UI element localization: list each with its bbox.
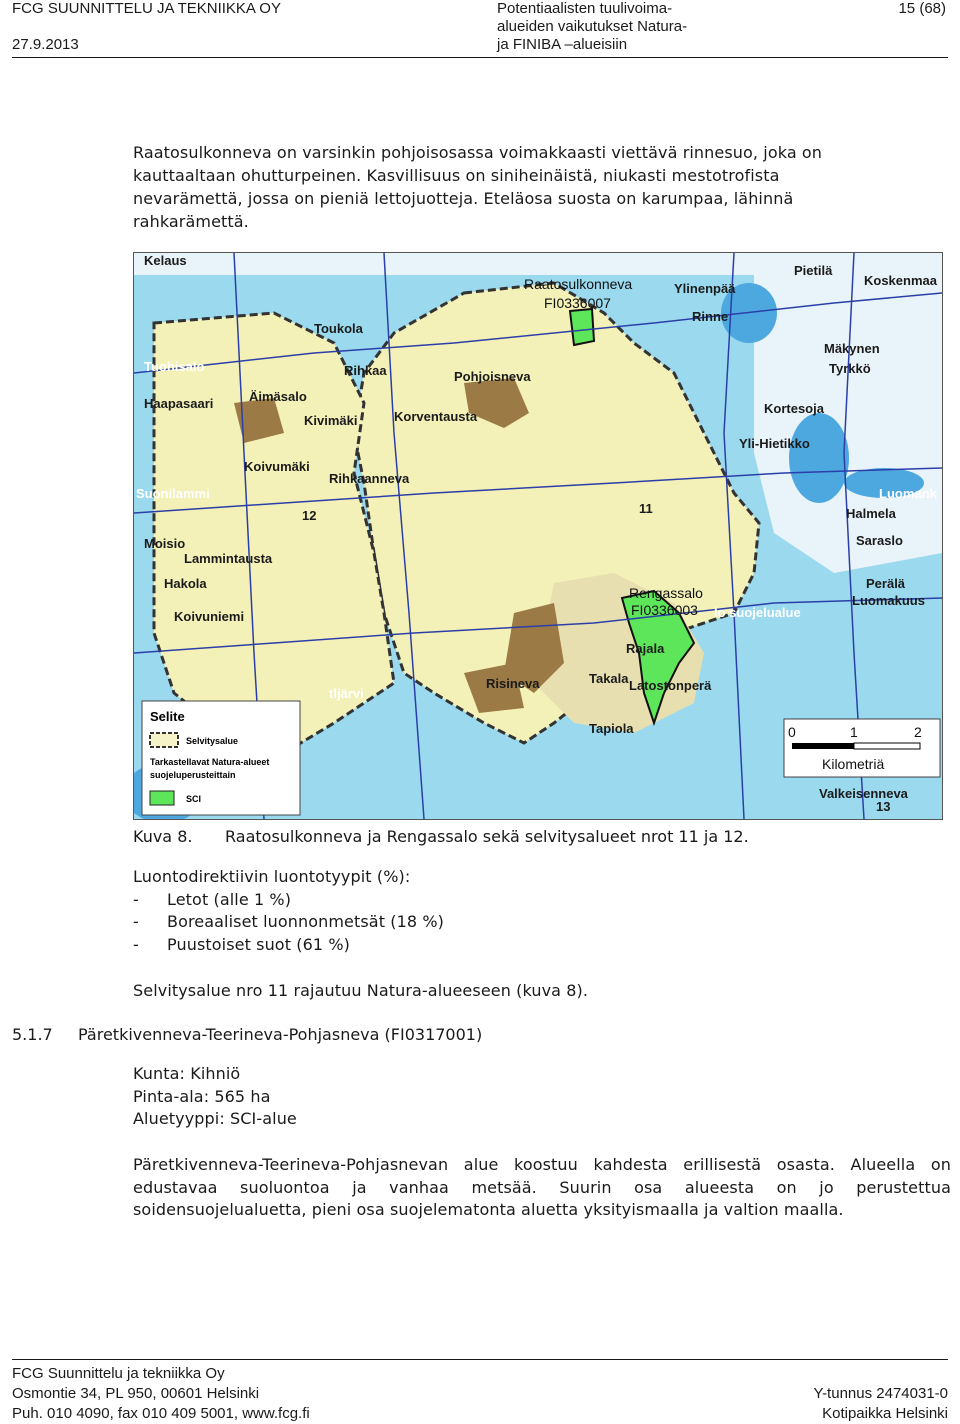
scale-bar-black	[792, 743, 854, 749]
svg-text:12: 12	[302, 508, 317, 523]
fact-type: Aluetyyppi: SCI-alue	[133, 1109, 297, 1128]
svg-text:Mäkynen: Mäkynen	[824, 341, 880, 356]
scale-unit: Kilometriä	[822, 756, 885, 772]
svg-text:Pohjoisneva: Pohjoisneva	[454, 369, 531, 384]
header-company: FCG SUUNNITTELU JA TEKNIIKKA OY	[12, 0, 281, 17]
svg-text:Suonilammi: Suonilammi	[136, 486, 210, 501]
legend-item: suojeluperusteittain	[150, 770, 236, 780]
svg-text:Tuohisalo: Tuohisalo	[144, 359, 205, 374]
svg-text:13: 13	[876, 799, 891, 814]
scale-tick-1: 1	[850, 724, 858, 740]
natura-code-rengassalo: FI0336003	[631, 602, 698, 618]
svg-text:Pietilä: Pietilä	[794, 263, 833, 278]
svg-text:Saraslo: Saraslo	[856, 533, 903, 548]
scale-tick-2: 2	[914, 724, 922, 740]
svg-text:Haapasaari: Haapasaari	[144, 396, 214, 411]
overlay-text: lo suojelualue	[714, 605, 801, 620]
svg-text:Rinne: Rinne	[692, 309, 729, 324]
svg-text:Halmela: Halmela	[846, 506, 896, 521]
svg-text:Tyrkkö: Tyrkkö	[829, 361, 871, 376]
doc-title-line: Potentiaalisten tuulivoima-	[497, 0, 673, 17]
page-number: 15 (68)	[898, 0, 946, 17]
svg-text:Koivumäki: Koivumäki	[244, 459, 310, 474]
svg-text:Perälä: Perälä	[866, 576, 906, 591]
habitat-block	[133, 866, 953, 956]
legend-title: Selite	[150, 709, 185, 724]
footer-domicile: Kotipaikka Helsinki	[822, 1405, 948, 1422]
svg-text:Korventausta: Korventausta	[394, 409, 478, 424]
site-facts	[133, 1063, 953, 1131]
sci-raatosulkonneva	[570, 309, 594, 345]
svg-text:Hakola: Hakola	[164, 576, 207, 591]
scale-bar-white	[854, 743, 920, 749]
svg-text:Yli-Hietikko: Yli-Hietikko	[739, 436, 810, 451]
header-rule	[12, 57, 948, 58]
section-heading	[12, 1024, 482, 1046]
doc-title-line: ja FINIBA –alueisiin	[497, 36, 628, 53]
header-doc-title	[497, 0, 687, 54]
svg-text:Luomakuus: Luomakuus	[852, 593, 925, 608]
border-note: Selvitysalue nro 11 rajautuu Natura-alueeseen (kuva 8).	[133, 981, 589, 1000]
map-figure	[133, 252, 943, 820]
scale-tick-0: 0	[788, 724, 796, 740]
footer	[12, 1364, 948, 1424]
text-line: kauttaaltaan ohutturpeinen. Kasvillisuus on siniheinäistä, niukasti mestotrofista	[133, 166, 780, 185]
habitat-item: - Puustoiset suot (61 %)	[133, 934, 953, 957]
section-number: 5.1.7	[12, 1025, 53, 1044]
svg-text:11: 11	[639, 501, 653, 516]
header-left	[12, 0, 281, 54]
description-paragraph: Päretkivenneva-Teerineva-Pohjasnevan alue koostuu kahdesta erillisestä osasta. Alueella on edustavaa suoluontoa ja vanhaa metsää. Suurin osa alueesta on jo perustettua soidensuojelualuetta, pieni osa suojelematonta aluetta yksityismaalla ja valtion maalla.	[133, 1155, 951, 1219]
svg-text:Ylinenpää: Ylinenpää	[674, 281, 736, 296]
lake-vatajanjarvi	[789, 413, 849, 503]
legend-swatch-survey	[150, 733, 178, 747]
habitat-item: - Boreaaliset luonnonmetsät (18 %)	[133, 911, 953, 934]
svg-text:Toukola: Toukola	[314, 321, 363, 336]
svg-text:Luomank: Luomank	[879, 486, 937, 501]
doc-title-line: alueiden vaikutukset Natura-	[497, 18, 688, 35]
natura-label-raatosulkonneva: Raatosulkonneva	[524, 276, 633, 292]
footer-business-id: Y-tunnus 2474031-0	[813, 1385, 948, 1402]
habitat-item: - Letot (alle 1 %)	[133, 889, 953, 912]
section-title: Päretkivenneva-Teerineva-Pohjasneva (FI0317001)	[78, 1025, 483, 1044]
svg-text:Rajala: Rajala	[626, 641, 665, 656]
svg-text:Lammintausta: Lammintausta	[184, 551, 273, 566]
intro-paragraph	[133, 141, 953, 233]
text-line: Raatosulkonneva on varsinkin pohjoisosassa voimakkaasti viettävä rinnesuo, joka on	[133, 143, 823, 162]
caption-text: Raatosulkonneva ja Rengassalo sekä selvitysalueet nrot 11 ja 12.	[225, 827, 749, 846]
svg-text:Kelaus: Kelaus	[144, 253, 187, 268]
natura-code-raatosulkonneva: FI0336007	[544, 295, 611, 311]
text-line: rahkarämettä.	[133, 212, 249, 231]
map-svg	[134, 253, 942, 819]
svg-text:Moisio: Moisio	[144, 536, 186, 551]
legend-item: Selvitysalue	[186, 736, 239, 746]
header-date: 27.9.2013	[12, 36, 79, 53]
habitat-list	[133, 889, 953, 957]
svg-text:Risineva: Risineva	[486, 676, 540, 691]
legend-item: SCI	[186, 794, 202, 804]
footer-contact: Puh. 010 4090, fax 010 409 5001, www.fcg.fi	[12, 1405, 310, 1422]
svg-text:tljärvi: tljärvi	[329, 686, 364, 701]
fact-area: Pinta-ala: 565 ha	[133, 1086, 271, 1106]
figure-caption	[133, 826, 749, 848]
fact-municipality: Kunta: Kihniö	[133, 1064, 241, 1083]
footer-rule	[12, 1359, 948, 1360]
svg-text:Takala: Takala	[589, 671, 629, 686]
text-line: nevarämettä, jossa on pieniä lettojuotteja. Eteläosa suosta on karumpaa, lähinnä	[133, 189, 794, 208]
svg-text:Kortesoja: Kortesoja	[764, 401, 824, 416]
footer-address: Osmontie 34, PL 950, 00601 Helsinki	[12, 1385, 260, 1402]
footer-company: FCG Suunnittelu ja tekniikka Oy	[12, 1365, 225, 1382]
svg-text:Latostonperä: Latostonperä	[629, 678, 712, 693]
svg-text:Rihkaanneva: Rihkaanneva	[329, 471, 410, 486]
legend-item: Tarkastellavat Natura-alueet	[150, 757, 270, 767]
svg-text:Rihkaa: Rihkaa	[344, 363, 387, 378]
svg-text:Koivuniemi: Koivuniemi	[174, 609, 245, 624]
svg-text:Koskenmaa: Koskenmaa	[864, 273, 937, 288]
svg-text:Kivimäki: Kivimäki	[304, 413, 358, 428]
caption-number: Kuva 8.	[133, 827, 193, 846]
svg-text:Tapiola: Tapiola	[589, 721, 634, 736]
natura-label-rengassalo: Rengassalo	[629, 585, 703, 601]
habitat-title: Luontodirektiivin luontotyypit (%):	[133, 867, 411, 886]
svg-text:Valkeisenneva: Valkeisenneva	[819, 786, 908, 801]
svg-text:Äimäsalo: Äimäsalo	[249, 389, 307, 404]
legend-swatch-sci	[150, 791, 174, 805]
